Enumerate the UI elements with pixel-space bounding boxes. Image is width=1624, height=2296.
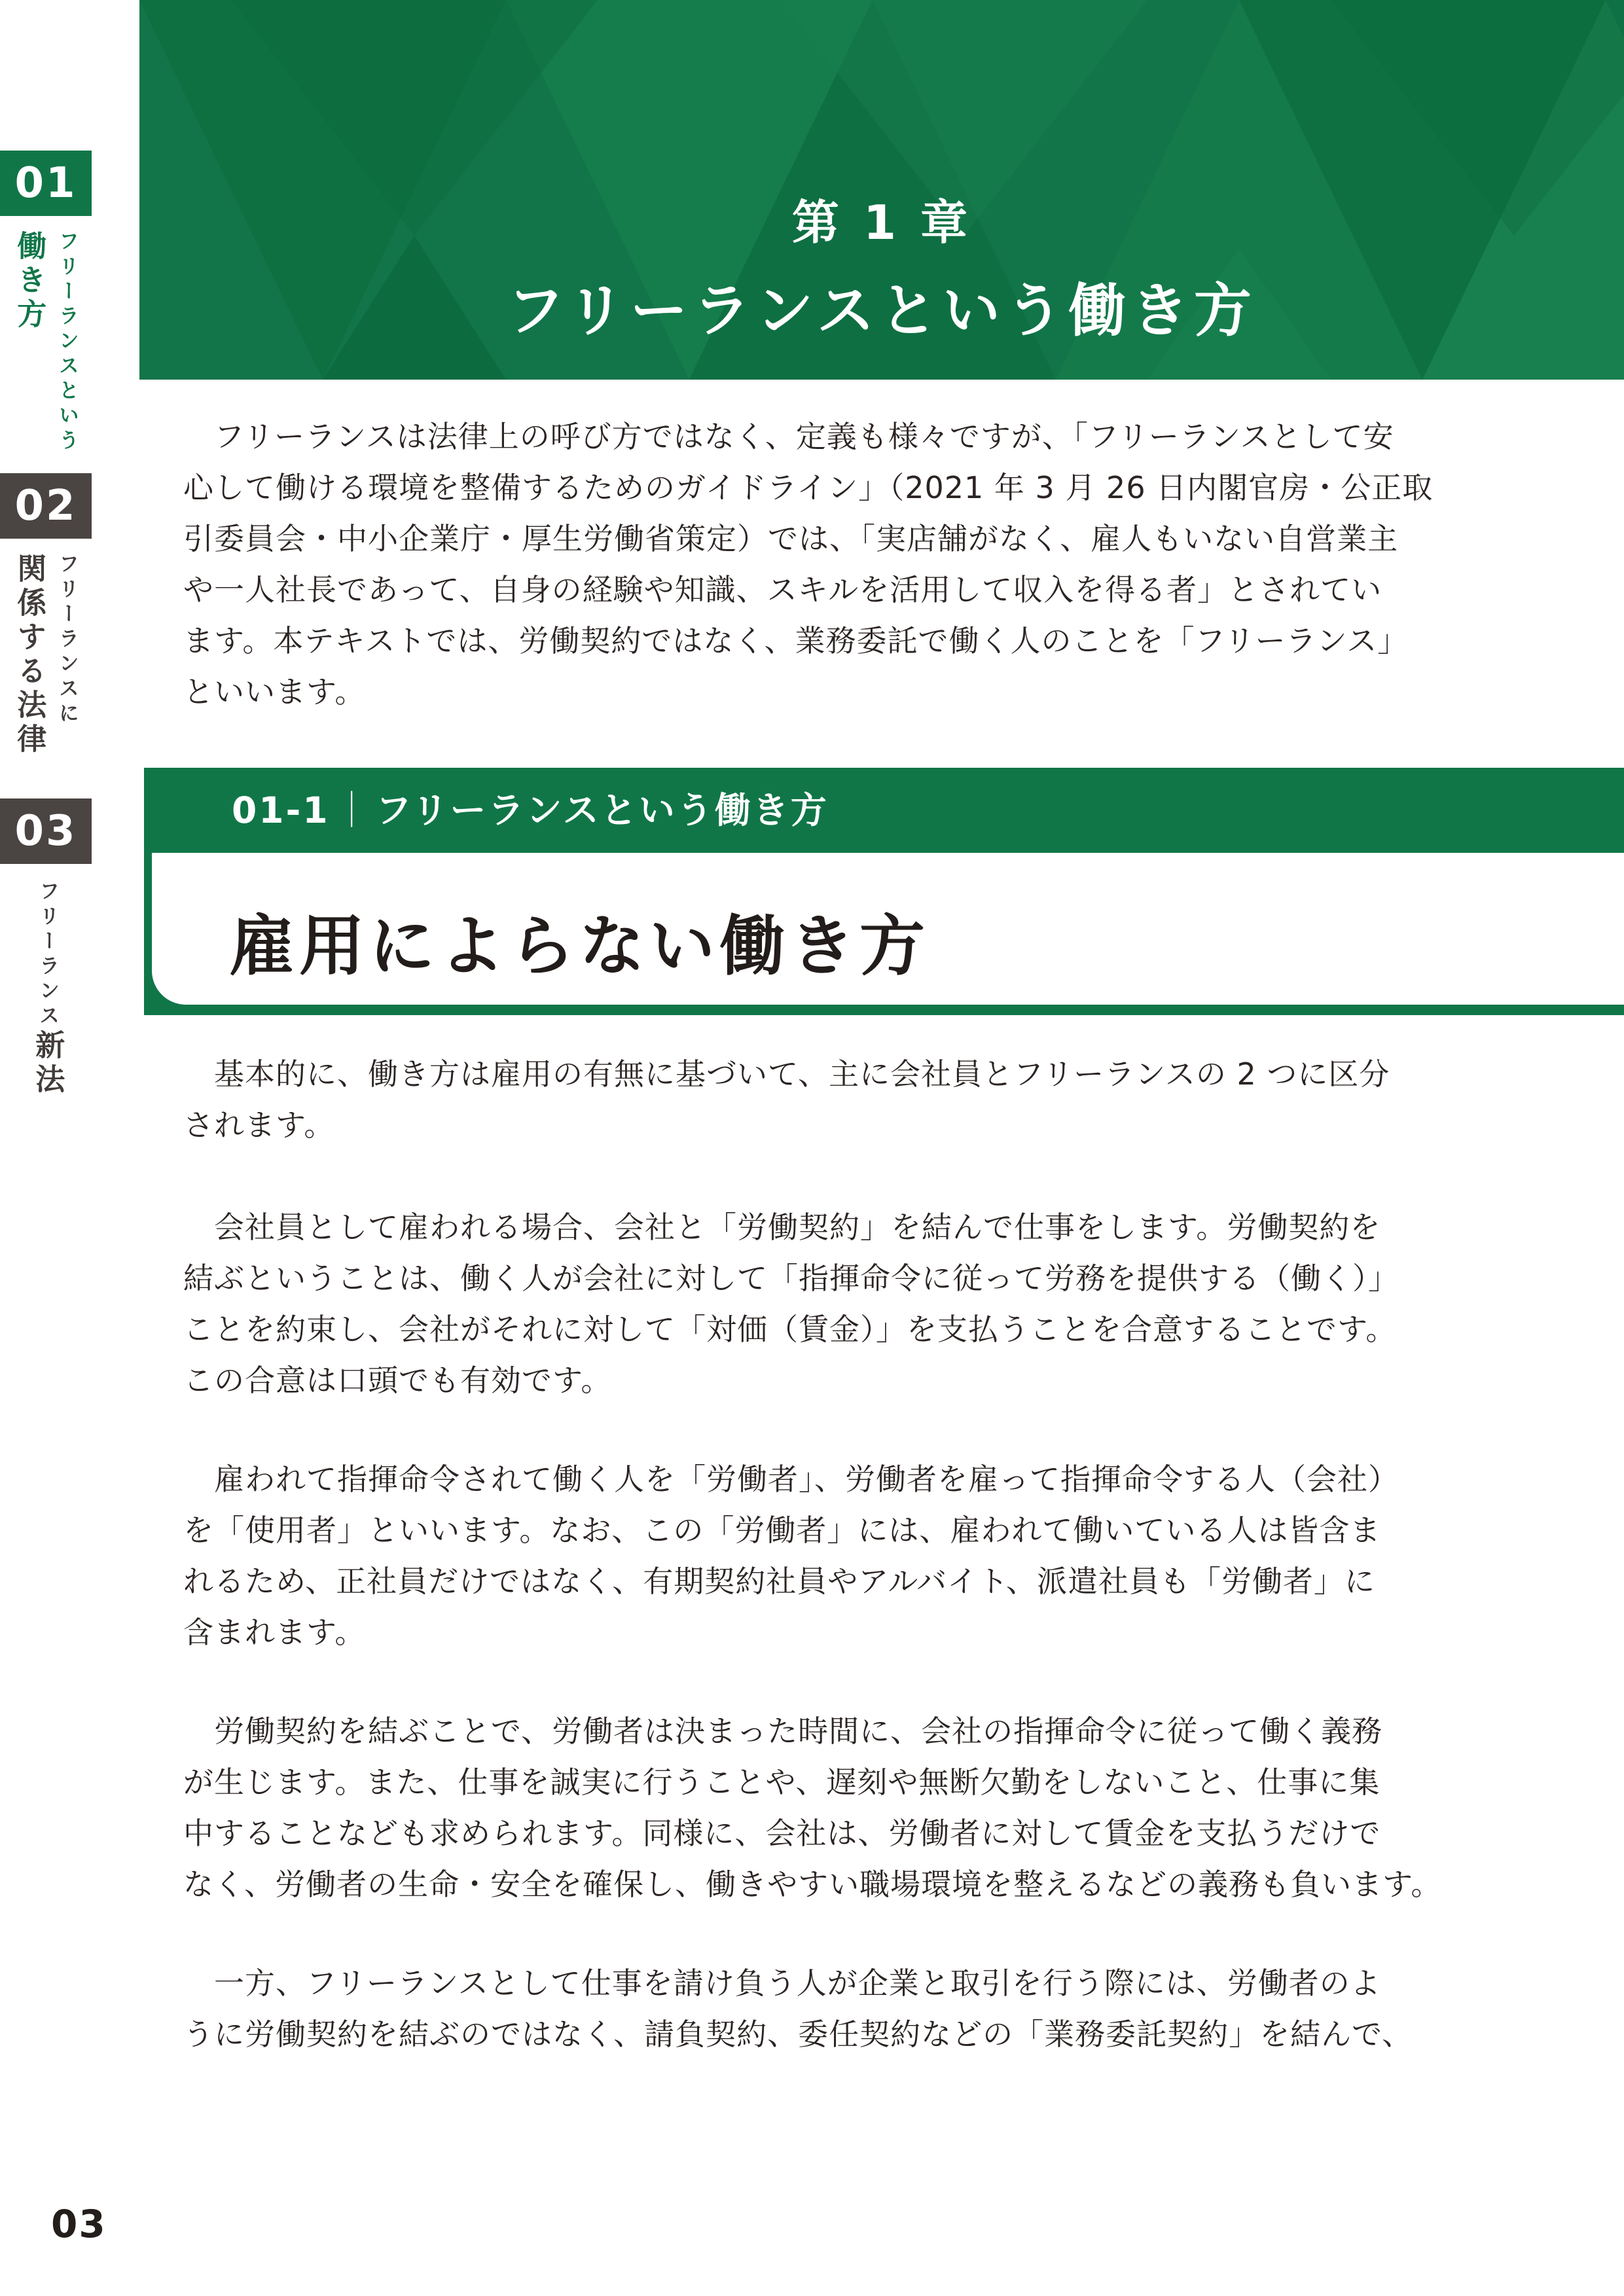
tab-03-label-large: 新法	[30, 1030, 65, 1098]
body-paragraph	[183, 1049, 1532, 1151]
section-main-heading: 雇用によらない働き方	[229, 908, 929, 984]
text-line: 心して働ける環境を整備するためのガイドライン」（2021 年 3 月 26 日内閣官房・公正取	[183, 470, 1434, 505]
text-line: が生じます。また、仕事を誠実に行うことや、遅刻や無断欠勤をしないこと、仕事に集	[183, 1765, 1380, 1800]
tab-02-label-small: フリーランスに	[55, 553, 79, 727]
text-line: といいます。	[183, 674, 366, 709]
text-line: 引委員会・中小企業庁・厚生労働省策定）では、「実店舗がなく、雇人もいない自営業主	[183, 521, 1399, 556]
text-line: されます。	[183, 1107, 335, 1143]
tab-02-label-large: 関係する法律	[12, 553, 47, 757]
tab-01-label-large: 働き方	[12, 230, 47, 332]
chapter-banner	[139, 0, 1624, 380]
text-line: れるため、正社員だけではなく、有期契約社員やアルバイト、派遣社員も「労働者」に	[183, 1564, 1376, 1599]
body-paragraph	[183, 1454, 1532, 1658]
sidebar-tab-02: 02	[0, 473, 92, 539]
section-bar	[144, 768, 1624, 853]
text-line: 基本的に、働き方は雇用の有無に基づいて、主に会社員とフリーランスの 2 つに区分	[183, 1056, 1390, 1092]
text-line: ことを約束し、会社がそれに対して「対価（賃金）」を支払うことを合意することです。	[183, 1312, 1397, 1347]
section-divider: ｜	[333, 789, 372, 831]
body-paragraph	[183, 1706, 1532, 1910]
chapter-number: 第 1 章	[791, 195, 972, 250]
text-line: を「使用者」といいます。なお、この「労働者」には、雇われて働いている人は皆含ま	[183, 1513, 1381, 1548]
text-line: 一方、フリーランスとして仕事を請け負う人が企業と取引を行う際には、労働者のよ	[183, 1965, 1381, 2001]
tab-01-label-small: フリーランスという	[55, 230, 79, 454]
sidebar-tab-03-label	[29, 880, 65, 1098]
text-line: フリーランスは法律上の呼び方ではなく、定義も様々ですが、「フリーランスとして安	[183, 419, 1394, 454]
text-line: この合意は口頭でも有効です。	[183, 1363, 612, 1398]
sidebar-tab-01: 01	[0, 151, 92, 216]
text-line: 雇われて指揮命令されて働く人を「労働者」、労働者を雇って指揮命令する人（会社）	[183, 1462, 1399, 1497]
text-line: うに労働契約を結ぶのではなく、請負契約、委任契約などの「業務委託契約」を結んで、	[183, 2017, 1413, 2052]
text-line: や一人社長であって、自身の経験や知識、スキルを活用して収入を得る者」とされてい	[183, 572, 1382, 607]
section-heading-block	[144, 768, 1624, 1015]
text-line: 含まれます。	[183, 1615, 366, 1650]
text-line: ます。本テキストでは、労働契約ではなく、業務委託で働く人のことを「フリーランス」	[183, 623, 1409, 658]
text-line: 結ぶということは、働く人が会社に対して「指揮命令に従って労務を提供する（働く）」	[183, 1261, 1399, 1296]
chapter-title: フリーランスという働き方	[507, 277, 1257, 344]
sidebar-tab-03: 03	[0, 798, 92, 864]
section-heading-panel	[152, 853, 1624, 1005]
sidebar-tab-02-label	[10, 553, 79, 757]
intro-paragraph	[183, 411, 1532, 717]
text-line: 中することなども求められます。同様に、会社は、労働者に対して賃金を支払うだけで	[183, 1816, 1381, 1851]
text-line: 会社員として雇われる場合、会社と「労働契約」を結んで仕事をします。労働契約を	[183, 1210, 1381, 1245]
page-number: 03	[51, 2202, 107, 2246]
section-title: フリーランスという働き方	[375, 789, 829, 831]
sidebar-tab-01-label	[10, 230, 79, 454]
section-number: 01-1	[232, 789, 330, 831]
tab-03-label-small: フリーランス	[35, 880, 60, 1030]
text-line: 労働契約を結ぶことで、労働者は決まった時間に、会社の指揮命令に従って働く義務	[183, 1713, 1383, 1749]
body-paragraph	[183, 1958, 1532, 2060]
body-paragraph	[183, 1202, 1532, 1406]
text-line: なく、労働者の生命・安全を確保し、働きやすい職場環境を整えるなどの義務も負います。	[183, 1867, 1442, 1902]
